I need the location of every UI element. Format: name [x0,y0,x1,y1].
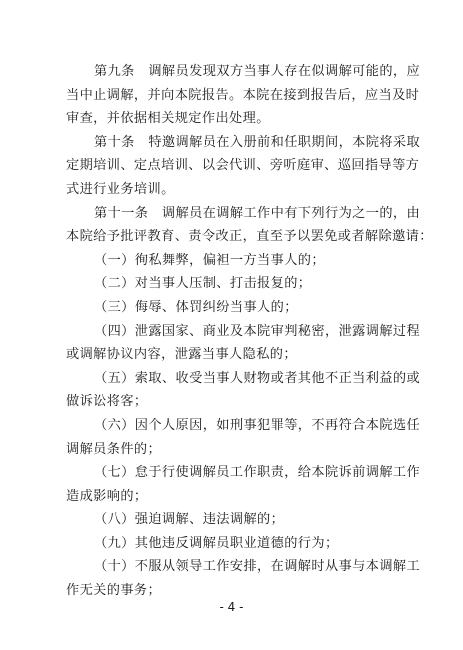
text-line: （六）因个人原因，如刑事犯罪等，不再符合本院选任 [94,417,421,433]
text-line: （二）对当事人压制、打击报复的； [94,276,312,292]
text-line: 造成影响的； [66,488,148,504]
text-line: （一）徇私舞弊，偏袒一方当事人的； [94,252,325,268]
text-line: 作无关的事务； [66,583,162,599]
text-line: （十）不服从领导工作安排，在调解时从事与本调解工 [94,559,421,575]
text-line: （七）怠于行使调解员工作职责，给本院诉前调解工作 [94,465,421,481]
text-line: （九）其他违反调解员职业道德的行为； [94,535,339,551]
text-line: 本院给予批评教育、责令改正，直至予以罢免或者解除邀请： [66,229,433,245]
text-line: 调解员条件的； [66,441,162,457]
text-line: 第十一条 调解员在调解工作中有下列行为之一的，由 [94,205,421,221]
text-line: 式进行业务培训。 [66,181,175,197]
text-line: （四）泄露国家、商业及本院审判秘密，泄露调解过程 [94,323,421,339]
text-line: 第十条 特邀调解员在入册前和任职期间，本院将采取 [94,134,421,150]
document-body [66,60,433,603]
text-line: 定期培训、定点培训、以会代训、旁听庭审、巡回指导等方 [66,158,420,174]
text-line: 审查，并依据相关规定作出处理。 [66,111,270,127]
text-line: 第九条 调解员发现双方当事人存在似调解可能的，应 [94,64,421,79]
text-line: 当中止调解，并向本院报告。本院在接到报告后，应当及时 [66,87,420,103]
text-line: 做诉讼将客； [66,394,148,410]
text-line: 或调解协议内容，泄露当事人隐私的； [66,347,297,363]
text-line: （三）侮辱、体罚纠纷当事人的； [94,299,298,315]
text-line: （五）索取、收受当事人财物或者其他不正当利益的或 [94,370,421,386]
page-number: - 4 - [219,600,244,614]
text-line: （八）强迫调解、违法调解的； [94,512,285,528]
